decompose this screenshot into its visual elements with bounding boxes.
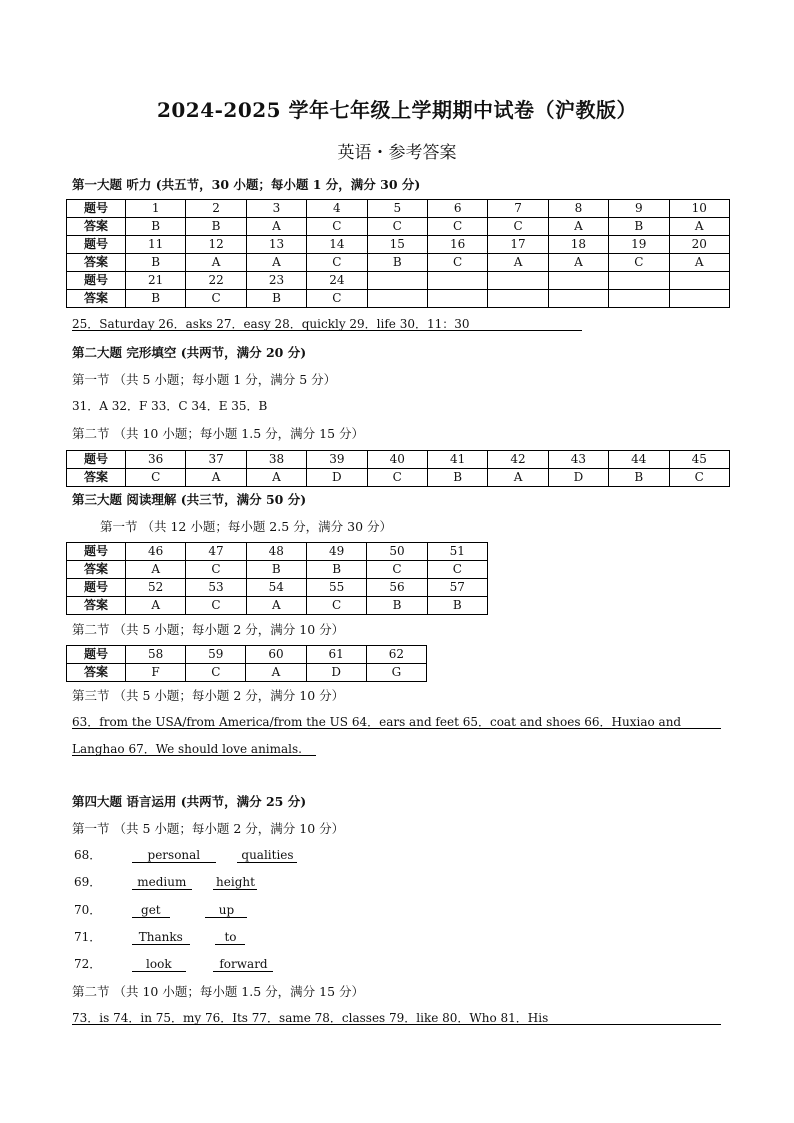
fill-blank-1: look <box>132 957 186 972</box>
question-number-row <box>67 236 730 254</box>
question-number-label: 题号 <box>67 579 126 597</box>
part1-answer-table <box>66 199 730 308</box>
fill-blank-2: qualities <box>237 848 297 863</box>
part3-sec3-heading: 第三节 （共 5 小题；每小题 2 分，满分 10 分） <box>72 688 345 703</box>
question-number-cell: 51 <box>427 543 487 561</box>
part3-sec3-line1: 63．from the USA/from America/from the US 64．ears and feet 65．coat and shoes 66．Huxiao and <box>72 715 682 729</box>
part2-sec2-heading: 第二节 （共 10 小题；每小题 1.5 分，满分 15 分） <box>72 426 365 441</box>
answer-cell: C <box>427 561 487 579</box>
answer-cell: B <box>126 254 186 272</box>
part2-answer-table <box>66 450 730 487</box>
question-number-label: 题号 <box>67 272 126 290</box>
question-number-cell: 8 <box>548 200 608 218</box>
question-number-cell: 17 <box>488 236 548 254</box>
part3-sec3-underline1 <box>72 728 721 729</box>
answer-cell: B <box>609 469 669 487</box>
question-number-row <box>67 272 730 290</box>
answer-cell: F <box>126 664 186 682</box>
fill-number: 68． <box>74 848 102 862</box>
answer-cell <box>669 290 729 308</box>
answer-cell: A <box>488 254 548 272</box>
question-number-cell <box>427 272 487 290</box>
question-number-cell: 54 <box>246 579 306 597</box>
answer-cell: A <box>548 218 608 236</box>
question-number-cell: 58 <box>126 646 186 664</box>
part4-sec2-underline <box>72 1024 721 1025</box>
question-number-cell: 4 <box>307 200 367 218</box>
question-number-cell: 22 <box>186 272 246 290</box>
answer-cell: B <box>246 561 306 579</box>
question-number-cell: 52 <box>126 579 186 597</box>
question-number-cell: 62 <box>366 646 426 664</box>
question-number-label: 题号 <box>67 543 126 561</box>
answer-cell: C <box>307 290 367 308</box>
question-number-label: 题号 <box>67 236 126 254</box>
answer-cell: D <box>306 664 366 682</box>
question-number-row <box>67 543 488 561</box>
answer-cell: C <box>186 290 246 308</box>
fill-number: 69． <box>74 875 102 889</box>
question-number-cell <box>488 272 548 290</box>
fill-row-71 <box>74 928 245 945</box>
answer-row <box>67 561 488 579</box>
answer-cell: C <box>186 597 246 615</box>
part3-answer-table-1 <box>66 542 488 615</box>
fill-blank-1: medium <box>132 875 192 890</box>
question-number-cell: 21 <box>126 272 186 290</box>
question-number-cell: 20 <box>669 236 729 254</box>
question-number-cell: 46 <box>126 543 186 561</box>
question-number-cell: 53 <box>186 579 246 597</box>
question-number-cell: 11 <box>126 236 186 254</box>
part3-answer-table-2 <box>66 645 427 682</box>
answer-row <box>67 469 730 487</box>
question-number-cell: 10 <box>669 200 729 218</box>
answer-cell: C <box>367 469 427 487</box>
answer-cell: C <box>669 469 729 487</box>
question-number-cell: 24 <box>307 272 367 290</box>
answer-row <box>67 254 730 272</box>
answer-cell: A <box>126 561 186 579</box>
fill-row-69 <box>74 873 257 890</box>
question-number-cell: 55 <box>306 579 366 597</box>
question-number-cell: 59 <box>186 646 246 664</box>
part2-sec1-answers: 31．A 32．F 33．C 34．E 35．B <box>72 399 268 413</box>
question-number-cell: 19 <box>609 236 669 254</box>
answer-cell: B <box>126 218 186 236</box>
answer-cell: C <box>186 561 246 579</box>
answer-cell: B <box>427 469 487 487</box>
fill-blank-2: forward <box>213 957 273 972</box>
page-title: 2024-2025 学年七年级上学期期中试卷（沪教版） <box>156 98 638 122</box>
question-number-cell <box>669 272 729 290</box>
part4-sec1-heading: 第一节 （共 5 小题；每小题 2 分，满分 10 分） <box>72 821 345 836</box>
answer-cell: A <box>669 218 729 236</box>
part3-sec1-heading: 第一节 （共 12 小题；每小题 2.5 分，满分 30 分） <box>100 519 393 534</box>
answer-cell: A <box>246 664 306 682</box>
answer-cell: C <box>427 218 487 236</box>
fill-row-72 <box>74 955 273 972</box>
part2-sec1-heading: 第一节 （共 5 小题；每小题 1 分，满分 5 分） <box>72 372 337 387</box>
question-number-cell: 41 <box>427 451 487 469</box>
answer-cell: C <box>306 597 366 615</box>
fill-blank-2: to <box>215 930 245 945</box>
answer-cell: B <box>609 218 669 236</box>
question-number-cell <box>367 272 427 290</box>
part1-heading: 第一大题 听力 (共五节，30 小题；每小题 1 分，满分 30 分) <box>72 177 421 192</box>
question-number-cell: 1 <box>126 200 186 218</box>
question-number-label: 题号 <box>67 451 126 469</box>
answer-cell: A <box>246 597 306 615</box>
question-number-cell: 6 <box>427 200 487 218</box>
answer-cell <box>427 290 487 308</box>
question-number-row <box>67 200 730 218</box>
question-number-cell: 47 <box>186 543 246 561</box>
part3-heading: 第三大题 阅读理解 (共三节，满分 50 分) <box>72 492 307 507</box>
answer-cell: B <box>186 218 246 236</box>
answer-cell: B <box>306 561 366 579</box>
question-number-cell: 23 <box>246 272 306 290</box>
question-number-cell: 49 <box>306 543 366 561</box>
answer-cell: A <box>186 469 246 487</box>
answer-row <box>67 664 427 682</box>
question-number-cell: 7 <box>488 200 548 218</box>
answer-row <box>67 290 730 308</box>
answer-cell <box>609 290 669 308</box>
fill-blank-1: personal <box>132 848 216 863</box>
answer-cell: A <box>246 254 306 272</box>
answer-label: 答案 <box>67 469 126 487</box>
part4-heading: 第四大题 语言运用 (共两节，满分 25 分) <box>72 794 307 809</box>
question-number-cell: 43 <box>548 451 608 469</box>
part1-fill-answers: 25．Saturday 26．asks 27．easy 28．quickly 29．life 30．11：30 <box>72 317 470 331</box>
answer-cell: B <box>126 290 186 308</box>
answer-cell: C <box>609 254 669 272</box>
question-number-cell: 48 <box>246 543 306 561</box>
answer-cell: G <box>366 664 426 682</box>
fill-number: 72． <box>74 957 102 971</box>
answer-cell: C <box>488 218 548 236</box>
answer-cell: D <box>548 469 608 487</box>
question-number-row <box>67 451 730 469</box>
page-subtitle: 英语・参考答案 <box>337 143 457 163</box>
answer-cell: A <box>246 469 306 487</box>
part1-fill-underline <box>72 330 582 331</box>
answer-label: 答案 <box>67 561 126 579</box>
answer-cell: C <box>307 254 367 272</box>
answer-cell: C <box>126 469 186 487</box>
answer-cell: C <box>307 218 367 236</box>
answer-label: 答案 <box>67 290 126 308</box>
answer-cell: D <box>307 469 367 487</box>
fill-blank-2: up <box>205 903 247 918</box>
question-number-cell: 40 <box>367 451 427 469</box>
question-number-label: 题号 <box>67 200 126 218</box>
question-number-cell: 56 <box>367 579 427 597</box>
answer-cell: B <box>246 290 306 308</box>
answer-cell: A <box>186 254 246 272</box>
question-number-cell: 42 <box>488 451 548 469</box>
answer-cell: C <box>367 561 427 579</box>
answer-row <box>67 597 488 615</box>
part4-sec2-heading: 第二节 （共 10 小题；每小题 1.5 分，满分 15 分） <box>72 984 365 999</box>
answer-cell: B <box>367 597 427 615</box>
answer-cell: B <box>367 254 427 272</box>
answer-cell: A <box>669 254 729 272</box>
question-number-cell: 15 <box>367 236 427 254</box>
question-number-cell: 12 <box>186 236 246 254</box>
question-number-cell: 45 <box>669 451 729 469</box>
question-number-cell: 60 <box>246 646 306 664</box>
question-number-cell <box>548 272 608 290</box>
answer-label: 答案 <box>67 254 126 272</box>
answer-cell: C <box>427 254 487 272</box>
answer-cell: A <box>488 469 548 487</box>
fill-blank-1: Thanks <box>132 930 190 945</box>
part3-sec2-heading: 第二节 （共 5 小题；每小题 2 分，满分 10 分） <box>72 622 345 637</box>
question-number-cell: 61 <box>306 646 366 664</box>
answer-cell <box>488 290 548 308</box>
fill-row-68 <box>74 846 297 863</box>
answer-cell <box>367 290 427 308</box>
question-number-cell: 57 <box>427 579 487 597</box>
answer-cell: A <box>126 597 186 615</box>
fill-row-70 <box>74 901 247 918</box>
question-number-row <box>67 646 427 664</box>
question-number-row <box>67 579 488 597</box>
answer-label: 答案 <box>67 597 126 615</box>
question-number-cell: 36 <box>126 451 186 469</box>
question-number-cell: 16 <box>427 236 487 254</box>
answer-cell: A <box>246 218 306 236</box>
answer-cell: C <box>367 218 427 236</box>
answer-row <box>67 218 730 236</box>
fill-number: 71． <box>74 930 102 944</box>
part3-sec3-line2: Langhao 67．We should love animals. <box>72 742 302 756</box>
question-number-cell: 3 <box>246 200 306 218</box>
answer-cell <box>548 290 608 308</box>
question-number-label: 题号 <box>67 646 126 664</box>
answer-cell: A <box>548 254 608 272</box>
question-number-cell: 9 <box>609 200 669 218</box>
question-number-cell: 14 <box>307 236 367 254</box>
fill-blank-1: get <box>132 903 170 918</box>
answer-label: 答案 <box>67 218 126 236</box>
question-number-cell: 37 <box>186 451 246 469</box>
question-number-cell: 5 <box>367 200 427 218</box>
fill-blank-2: height <box>213 875 257 890</box>
question-number-cell: 50 <box>367 543 427 561</box>
question-number-cell: 38 <box>246 451 306 469</box>
part4-sec2-answers: 73．is 74．in 75．my 76．Its 77．same 78．classes 79．like 80．Who 81．His <box>72 1011 549 1025</box>
question-number-cell: 18 <box>548 236 608 254</box>
answer-cell: B <box>427 597 487 615</box>
fill-number: 70． <box>74 903 102 917</box>
part3-sec3-underline2 <box>72 755 316 756</box>
question-number-cell <box>609 272 669 290</box>
question-number-cell: 39 <box>307 451 367 469</box>
answer-label: 答案 <box>67 664 126 682</box>
question-number-cell: 2 <box>186 200 246 218</box>
part2-heading: 第二大题 完形填空 (共两节，满分 20 分) <box>72 345 307 360</box>
question-number-cell: 13 <box>246 236 306 254</box>
answer-cell: C <box>186 664 246 682</box>
question-number-cell: 44 <box>609 451 669 469</box>
